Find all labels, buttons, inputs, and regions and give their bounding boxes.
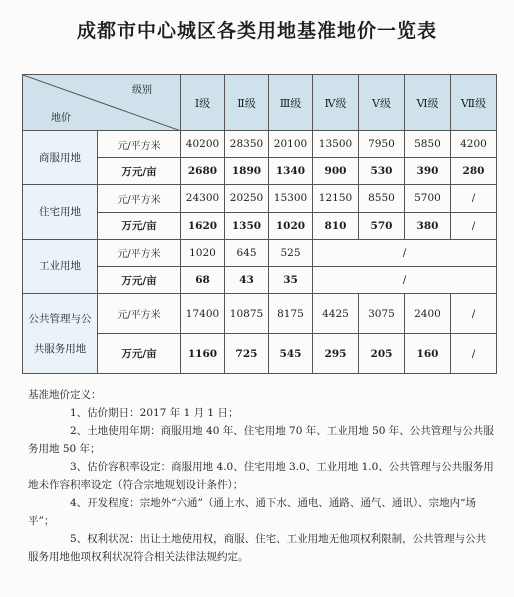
price-cell: 810: [313, 212, 359, 239]
table-row: [23, 294, 497, 334]
price-cell: 570: [359, 212, 405, 239]
price-cell: /: [451, 212, 497, 239]
price-cell: 295: [313, 334, 359, 374]
price-cell: 530: [359, 158, 405, 185]
level-header: Ⅱ级: [225, 75, 269, 131]
price-cell: 2400: [405, 294, 451, 334]
price-cell: 35: [269, 266, 313, 293]
price-cell: 725: [225, 334, 269, 374]
price-cell: 390: [405, 158, 451, 185]
corner-label-price: 地价: [51, 113, 71, 124]
note-line: 4、开发程度：宗地外“六通”（通上水、通下水、通电、通路、通气、通讯）、宗地内“场平”；: [28, 497, 477, 527]
table-corner-header: [23, 75, 181, 131]
note-line: 务用地 50 年；: [28, 443, 101, 455]
price-cell: 1620: [181, 212, 225, 239]
price-cell: 5700: [405, 185, 451, 212]
unit-cell: 万元/亩: [98, 266, 181, 293]
price-cell: 13500: [313, 131, 359, 158]
price-cell: 1340: [269, 158, 313, 185]
price-cell: 525: [269, 239, 313, 266]
table-row: [23, 239, 497, 266]
price-cell: 28350: [225, 131, 269, 158]
land-price-table: [22, 74, 497, 374]
note-line: 服务用地他项权利状况符合相关法律法规约定。: [28, 551, 249, 563]
price-cell: 160: [405, 334, 451, 374]
level-header: Ⅵ级: [405, 75, 451, 131]
notes-heading: 基准地价定义：: [28, 389, 102, 401]
price-cell: 43: [225, 266, 269, 293]
unit-cell: 元/平方米: [98, 239, 181, 266]
price-cell: 4425: [313, 294, 359, 334]
level-header: Ⅶ级: [451, 75, 497, 131]
note-line: 5、权利状况：出让土地使用权，商服、住宅、工业用地无他项权利限制，公共管理与公共: [70, 533, 487, 545]
price-cell: 24300: [181, 185, 225, 212]
price-cell: 1350: [225, 212, 269, 239]
price-cell: /: [451, 185, 497, 212]
price-cell: 8175: [269, 294, 313, 334]
table-row: [23, 131, 497, 158]
not-applicable-cell: /: [313, 266, 497, 293]
price-cell: 1890: [225, 158, 269, 185]
note-line: 3、估价容积率设定：商服用地 4.0、住宅用地 3.0、工业用地 1.0、公共管理与公共服务用: [70, 461, 494, 473]
price-cell: 17400: [181, 294, 225, 334]
price-cell: 1020: [269, 212, 313, 239]
price-cell: 545: [269, 334, 313, 374]
price-cell: 2680: [181, 158, 225, 185]
price-cell: 280: [451, 158, 497, 185]
definition-notes: [28, 380, 496, 566]
price-cell: 68: [181, 266, 225, 293]
unit-cell: 万元/亩: [98, 334, 181, 374]
unit-cell: 万元/亩: [98, 212, 181, 239]
level-header: Ⅰ级: [181, 75, 225, 131]
diagonal-divider: [23, 75, 181, 131]
land-type-line: 共服务用地: [33, 342, 87, 355]
price-cell: 645: [225, 239, 269, 266]
price-cell: 40200: [181, 131, 225, 158]
land-type-cell: 商服用地: [23, 131, 98, 185]
price-cell: 5850: [405, 131, 451, 158]
corner-label-level: 级别: [132, 85, 152, 96]
price-cell: 205: [359, 334, 405, 374]
unit-cell: 元/平方米: [98, 294, 181, 334]
unit-cell: 万元/亩: [98, 158, 181, 185]
land-type-cell: 工业用地: [23, 239, 98, 293]
price-cell: 12150: [313, 185, 359, 212]
not-applicable-cell: /: [313, 239, 497, 266]
price-cell: /: [451, 294, 497, 334]
unit-cell: 元/平方米: [98, 131, 181, 158]
note-line: 地未作容积率设定（符合宗地规划设计条件）；: [28, 479, 244, 491]
land-type-line: 公共管理与公: [28, 312, 92, 325]
price-cell: 900: [313, 158, 359, 185]
table-row: [23, 185, 497, 212]
price-cell: 1160: [181, 334, 225, 374]
price-cell: 10875: [225, 294, 269, 334]
level-header: Ⅴ级: [359, 75, 405, 131]
price-cell: 7950: [359, 131, 405, 158]
page-title: 成都市中心城区各类用地基准地价一览表: [76, 20, 437, 42]
note-line: 2、土地使用年期：商服用地 40 年、住宅用地 70 年、工业用地 50 年、公共管理与公共服: [70, 425, 494, 437]
price-cell: /: [451, 334, 497, 374]
level-header: Ⅲ级: [269, 75, 313, 131]
price-cell: 380: [405, 212, 451, 239]
price-cell: 15300: [269, 185, 313, 212]
price-cell: 20250: [225, 185, 269, 212]
price-cell: 20100: [269, 131, 313, 158]
land-type-cell: [23, 294, 98, 374]
price-cell: 1020: [181, 239, 225, 266]
note-line: 1、估价期日：2017 年 1 月 1 日；: [70, 407, 239, 419]
price-cell: 4200: [451, 131, 497, 158]
price-cell: 8550: [359, 185, 405, 212]
level-header: Ⅳ级: [313, 75, 359, 131]
price-cell: 3075: [359, 294, 405, 334]
unit-cell: 元/平方米: [98, 185, 181, 212]
land-type-cell: 住宅用地: [23, 185, 98, 239]
